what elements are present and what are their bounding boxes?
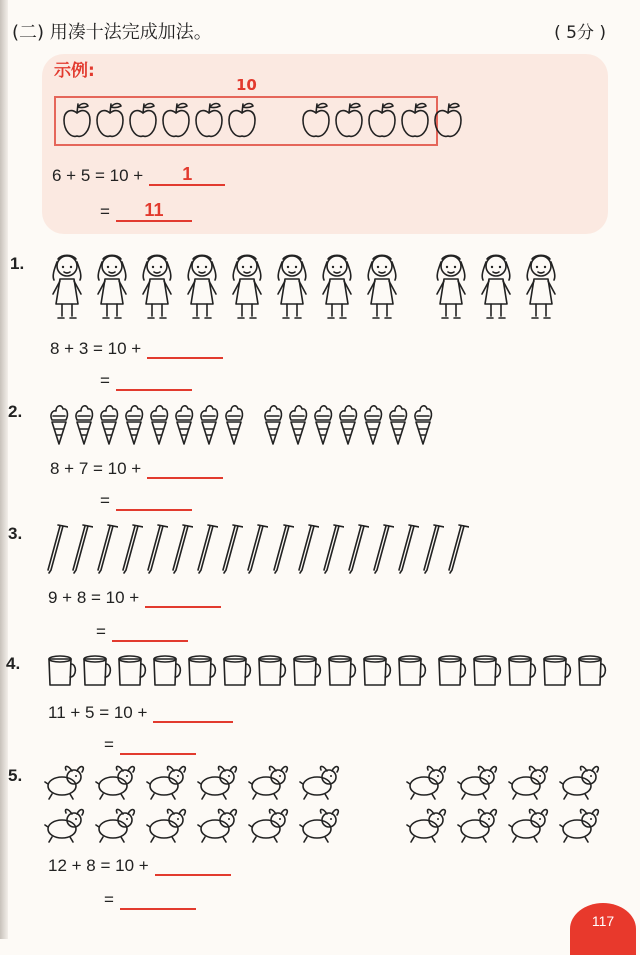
problem-4-equals: = [104, 735, 114, 754]
problem-5-answer-1[interactable] [155, 874, 231, 876]
problem-1-equation-text: 8 + 3 = 10 + [50, 339, 142, 358]
nail-icon [96, 522, 118, 574]
rabbit-icon [299, 807, 347, 847]
nail-icon [71, 522, 93, 574]
apple-icon [227, 100, 257, 144]
nail-icon [447, 522, 469, 574]
problem-3-answer-1[interactable] [145, 606, 221, 608]
girl-icon [226, 250, 268, 320]
girl-icon [475, 250, 517, 320]
example-answer-1: 1 [149, 164, 225, 186]
ice-cream-icon [223, 402, 245, 448]
rabbit-icon [559, 807, 607, 847]
problem-3-equation-1 [48, 588, 221, 608]
nail-icon [297, 522, 319, 574]
problem-3-equals: = [96, 622, 106, 641]
problem-1-answer-1[interactable] [147, 357, 223, 359]
apple-icon [367, 100, 397, 144]
apple-icon [334, 100, 364, 144]
ice-cream-icon [287, 402, 309, 448]
cup-icon [151, 654, 183, 688]
nail-icon [272, 522, 294, 574]
cup-icon [396, 654, 428, 688]
girl-icon [46, 250, 88, 320]
example-label: 示例: [54, 61, 95, 81]
ice-cream-icon [148, 402, 170, 448]
problem-1-number: 1. [10, 254, 25, 273]
cup-icon [46, 654, 78, 688]
ice-cream-icon [362, 402, 384, 448]
rabbit-icon [197, 807, 245, 847]
section-heading: (二) 用凑十法完成加法。 [12, 22, 212, 43]
cup-icon [361, 654, 393, 688]
nail-icon [422, 522, 444, 574]
apple-icon [194, 100, 224, 144]
rabbit-icon [457, 764, 505, 804]
cup-icon [471, 654, 503, 688]
rabbit-icon [44, 807, 92, 847]
problem-5-equation-1 [48, 856, 231, 876]
problem-2-answer-1[interactable] [147, 477, 223, 479]
rabbit-icon [44, 764, 92, 804]
cup-icon [116, 654, 148, 688]
problem-2-equals: = [100, 491, 110, 510]
problem-4-equation-1 [48, 703, 233, 723]
problem-4-number: 4. [6, 654, 21, 673]
cup-icon [541, 654, 573, 688]
nail-icon [372, 522, 394, 574]
cup-icon [326, 654, 358, 688]
cup-icon [221, 654, 253, 688]
cup-icon [506, 654, 538, 688]
page-number: 117 [570, 903, 636, 955]
ice-cream-icon [198, 402, 220, 448]
apple-row [62, 100, 463, 144]
problem-2-group-b [262, 402, 434, 448]
cup-icon [291, 654, 323, 688]
problem-5-number: 5. [8, 766, 23, 785]
rabbit-icon [508, 764, 556, 804]
ice-cream-icon [73, 402, 95, 448]
nail-icon [121, 522, 143, 574]
problem-3-equation-2 [96, 622, 188, 642]
apple-icon [128, 100, 158, 144]
cup-icon [256, 654, 288, 688]
rabbit-icon [197, 764, 245, 804]
apple-icon [161, 100, 191, 144]
girl-icon [520, 250, 562, 320]
ice-cream-icon [173, 402, 195, 448]
ice-cream-icon [412, 402, 434, 448]
problem-2-equation-2 [100, 491, 192, 511]
example-equation-text: 6 + 5 = 10 + [52, 166, 144, 185]
apple-icon [62, 100, 92, 144]
rabbit-icon [248, 764, 296, 804]
problem-5-equation-2 [104, 890, 196, 910]
ice-cream-icon [123, 402, 145, 448]
ice-cream-icon [337, 402, 359, 448]
problem-3-group-a [46, 522, 268, 574]
rabbit-icon [146, 807, 194, 847]
rabbit-icon [406, 764, 454, 804]
nail-icon [146, 522, 168, 574]
problem-5-group-a [44, 764, 384, 844]
cup-icon [576, 654, 608, 688]
nail-icon [221, 522, 243, 574]
problem-1-group-a [46, 250, 403, 320]
problem-5-answer-2[interactable] [120, 908, 196, 910]
problem-5-equals: = [104, 890, 114, 909]
nail-icon [196, 522, 218, 574]
problem-2-equation-text: 8 + 7 = 10 + [50, 459, 142, 478]
problem-4-answer-2[interactable] [120, 753, 196, 755]
problem-4-group-b [436, 654, 608, 688]
apple-icon [400, 100, 430, 144]
ten-marker: 10 [236, 76, 257, 94]
rabbit-icon [95, 764, 143, 804]
example-answer-2: 11 [116, 200, 192, 222]
nail-icon [171, 522, 193, 574]
nail-icon [397, 522, 419, 574]
ice-cream-icon [312, 402, 334, 448]
nail-icon [246, 522, 268, 574]
page-binding-shadow [0, 0, 8, 939]
girl-icon [361, 250, 403, 320]
nail-icon [322, 522, 344, 574]
problem-5-equation-text: 12 + 8 = 10 + [48, 856, 149, 875]
cup-icon [436, 654, 468, 688]
rabbit-icon [248, 807, 296, 847]
nail-icon [46, 522, 68, 574]
cup-icon [81, 654, 113, 688]
rabbit-icon [146, 764, 194, 804]
problem-3-group-b [272, 522, 469, 574]
problem-4-equation-text: 11 + 5 = 10 + [48, 703, 148, 722]
example-equals: = [100, 202, 110, 221]
problem-1-answer-2[interactable] [116, 389, 192, 391]
problem-3-number: 3. [8, 524, 23, 543]
rabbit-icon [95, 807, 143, 847]
problem-2-answer-2[interactable] [116, 509, 192, 511]
problem-2-equation-1 [50, 459, 223, 479]
problem-2-number: 2. [8, 402, 23, 421]
ice-cream-icon [48, 402, 70, 448]
problem-2-group-a [48, 402, 245, 448]
rabbit-icon [406, 807, 454, 847]
example-equation-2 [100, 200, 192, 222]
problem-1-group-b [430, 250, 562, 320]
rabbit-icon [457, 807, 505, 847]
ice-cream-icon [387, 402, 409, 448]
rabbit-icon [508, 807, 556, 847]
girl-icon [316, 250, 358, 320]
girl-icon [430, 250, 472, 320]
problem-4-answer-1[interactable] [153, 721, 233, 723]
girl-icon [136, 250, 178, 320]
problem-1-equals: = [100, 371, 110, 390]
problem-1-equation-2 [100, 371, 192, 391]
problem-1-equation-1 [50, 339, 223, 359]
apple-icon [301, 100, 331, 144]
problem-3-equation-text: 9 + 8 = 10 + [48, 588, 140, 607]
apple-icon [95, 100, 125, 144]
girl-icon [181, 250, 223, 320]
girl-icon [271, 250, 313, 320]
problem-4-equation-2 [104, 735, 196, 755]
example-equation-1 [52, 164, 225, 186]
section-score: ( 5分 ) [554, 23, 606, 43]
ice-cream-icon [262, 402, 284, 448]
rabbit-icon [559, 764, 607, 804]
apple-gap [260, 100, 298, 144]
apple-icon [433, 100, 463, 144]
problem-3-answer-2[interactable] [112, 640, 188, 642]
problem-5-group-b [406, 764, 626, 844]
ice-cream-icon [98, 402, 120, 448]
problem-4-group-a [46, 654, 428, 688]
cup-icon [186, 654, 218, 688]
rabbit-icon [299, 764, 347, 804]
girl-icon [91, 250, 133, 320]
nail-icon [347, 522, 369, 574]
